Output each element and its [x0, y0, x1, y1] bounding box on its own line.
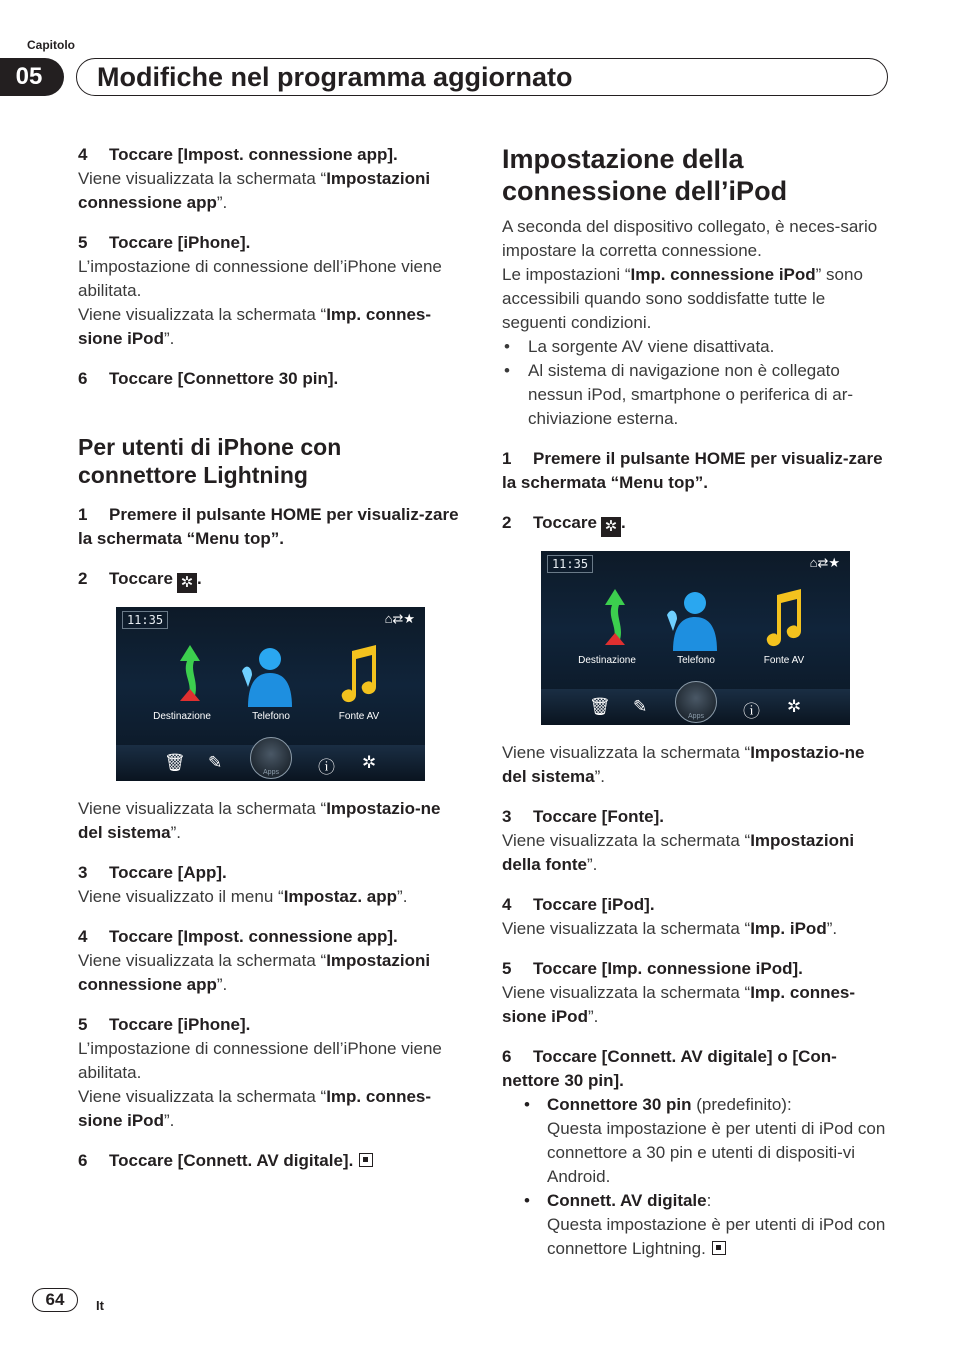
settings-gear-icon: ✲ — [787, 697, 802, 716]
step-6: 6 Toccare [Connettore 30 pin]. — [78, 369, 339, 388]
intro-text: A seconda del dispositivo collegato, è neces-sario impostare la corretta connessione. — [502, 217, 878, 260]
options-list — [502, 1189, 892, 1213]
chapter-number: 05 — [0, 58, 64, 96]
step-6: 6 Toccare [Connett. AV digitale]. — [78, 1149, 466, 1173]
clock: 11:35 — [547, 555, 593, 573]
step-6: 6 Toccare [Connett. AV digitale] o [Con-nettore 30 pin]. — [502, 1047, 837, 1090]
info-icon: ⓘ — [318, 758, 335, 777]
phone-person-icon — [663, 585, 723, 655]
label-phone: Telefono — [677, 655, 715, 666]
list-item: • Connett. AV digitale: — [502, 1189, 892, 1213]
step-body: L’impostazione di connessione dell’iPhone viene abilitata. — [78, 1039, 442, 1082]
status-icons: ⌂⇄★ — [384, 611, 415, 626]
edit-icon: ✎ — [208, 753, 223, 772]
chapter-label: Capitolo — [27, 38, 75, 52]
step-5: 5 Toccare [iPhone]. — [78, 233, 251, 252]
device-screenshot — [116, 607, 425, 781]
step-body: Viene visualizzata la schermata “Imp. connes-sione iPod”. — [502, 983, 856, 1026]
chapter-title: Modifiche nel programma aggiornato — [76, 58, 888, 96]
label-av-source: Fonte AV — [338, 711, 380, 722]
page-number: 64 — [32, 1288, 78, 1312]
edit-icon: ✎ — [633, 697, 648, 716]
trash-icon: 🗑 — [164, 753, 186, 772]
step-2: 2 Toccare ✲ . — [502, 513, 626, 535]
step-5: 5 Toccare [iPhone]. — [78, 1015, 251, 1034]
apps-knob: Apps — [675, 681, 717, 723]
conditions-list — [502, 335, 892, 431]
options-list — [502, 1093, 892, 1117]
language-code: It — [96, 1298, 104, 1313]
device-screenshot — [541, 551, 850, 725]
step-body: Viene visualizzata la schermata “Impostazioni della fonte”. — [502, 831, 855, 874]
left-column — [78, 143, 466, 1173]
music-note-icon — [753, 585, 813, 655]
section-heading: Impostazione della connessione dell’iPod — [502, 144, 788, 206]
step-body: Viene visualizzata la schermata “Impostazioni connessione app”. — [78, 169, 431, 212]
step-body: Viene visualizzata la schermata “Imp. connes-sione iPod”. — [78, 1087, 432, 1130]
trash-icon: 🗑 — [589, 697, 611, 716]
label-av-source: Fonte AV — [763, 655, 805, 666]
apps-knob: Apps — [250, 737, 292, 779]
step-3: 3 Toccare [App]. — [78, 863, 227, 882]
phone-person-icon — [238, 641, 298, 711]
step-4: 4 Toccare [iPod]. — [502, 895, 655, 914]
gear-icon: ✲ — [177, 573, 197, 593]
step-1: 1 Premere il pulsante HOME per visualiz-zare la schermata “Menu top”. — [502, 449, 883, 492]
step-1: 1 Premere il pulsante HOME per visualiz-zare la schermata “Menu top”. — [78, 505, 459, 548]
step-3: 3 Toccare [Fonte]. — [502, 807, 664, 826]
label-destination: Destinazione — [153, 711, 211, 722]
label-phone: Telefono — [252, 711, 290, 722]
settings-gear-icon: ✲ — [362, 753, 377, 772]
info-icon: ⓘ — [743, 702, 760, 721]
list-item: • Connettore 30 pin (predefinito): — [502, 1093, 892, 1117]
step-4: 4 Toccare [Impost. connessione app]. — [78, 145, 398, 164]
gear-icon: ✲ — [601, 517, 621, 537]
section-title: Per utenti di iPhone con connettore Lightning — [78, 434, 342, 488]
step-body: Viene visualizzata la schermata “Imp. iPod”. — [502, 919, 838, 938]
navigation-arrow-icon — [160, 641, 220, 711]
step-body: L’impostazione di connessione dell’iPhone viene abilitata. — [78, 257, 442, 300]
step-5: 5 Toccare [Imp. connessione iPod]. — [502, 959, 803, 978]
status-icons: ⌂⇄★ — [809, 555, 840, 570]
step-4: 4 Toccare [Impost. connessione app]. — [78, 927, 398, 946]
list-item: • La sorgente AV viene disattivata. — [502, 335, 892, 359]
step-body: Viene visualizzata la schermata “Imp. connes-sione iPod”. — [78, 305, 432, 348]
step-2: 2 Toccare ✲ . — [78, 569, 202, 591]
right-column — [502, 143, 892, 1261]
step-body: Viene visualizzata la schermata “Impostazioni connessione app”. — [78, 951, 431, 994]
step-body: Viene visualizzata la schermata “Impostazio-ne del sistema”. — [502, 743, 865, 786]
intro-text: Le impostazioni “Imp. connessione iPod” sono accessibili quando sono soddisfatte tutte le seguenti condizioni. — [502, 265, 863, 332]
step-body: Viene visualizzata la schermata “Impostazio-ne del sistema”. — [78, 799, 441, 842]
label-destination: Destinazione — [578, 655, 636, 666]
option-body: Questa impostazione è per utenti di iPod con connettore Lightning. — [547, 1215, 886, 1258]
clock: 11:35 — [122, 611, 168, 629]
option-body: Questa impostazione è per utenti di iPod con connettore a 30 pin e utenti di dispositi-vi Android. — [547, 1119, 886, 1186]
step-body: Viene visualizzato il menu “Impostaz. app”. — [78, 887, 408, 906]
music-note-icon — [328, 641, 388, 711]
end-mark-icon — [359, 1153, 373, 1167]
list-item: • Al sistema di navigazione non è collegato nessun iPod, smartphone o periferica di ar-chiviazione esterna. — [502, 359, 892, 431]
navigation-arrow-icon — [585, 585, 645, 655]
end-mark-icon — [712, 1241, 726, 1255]
